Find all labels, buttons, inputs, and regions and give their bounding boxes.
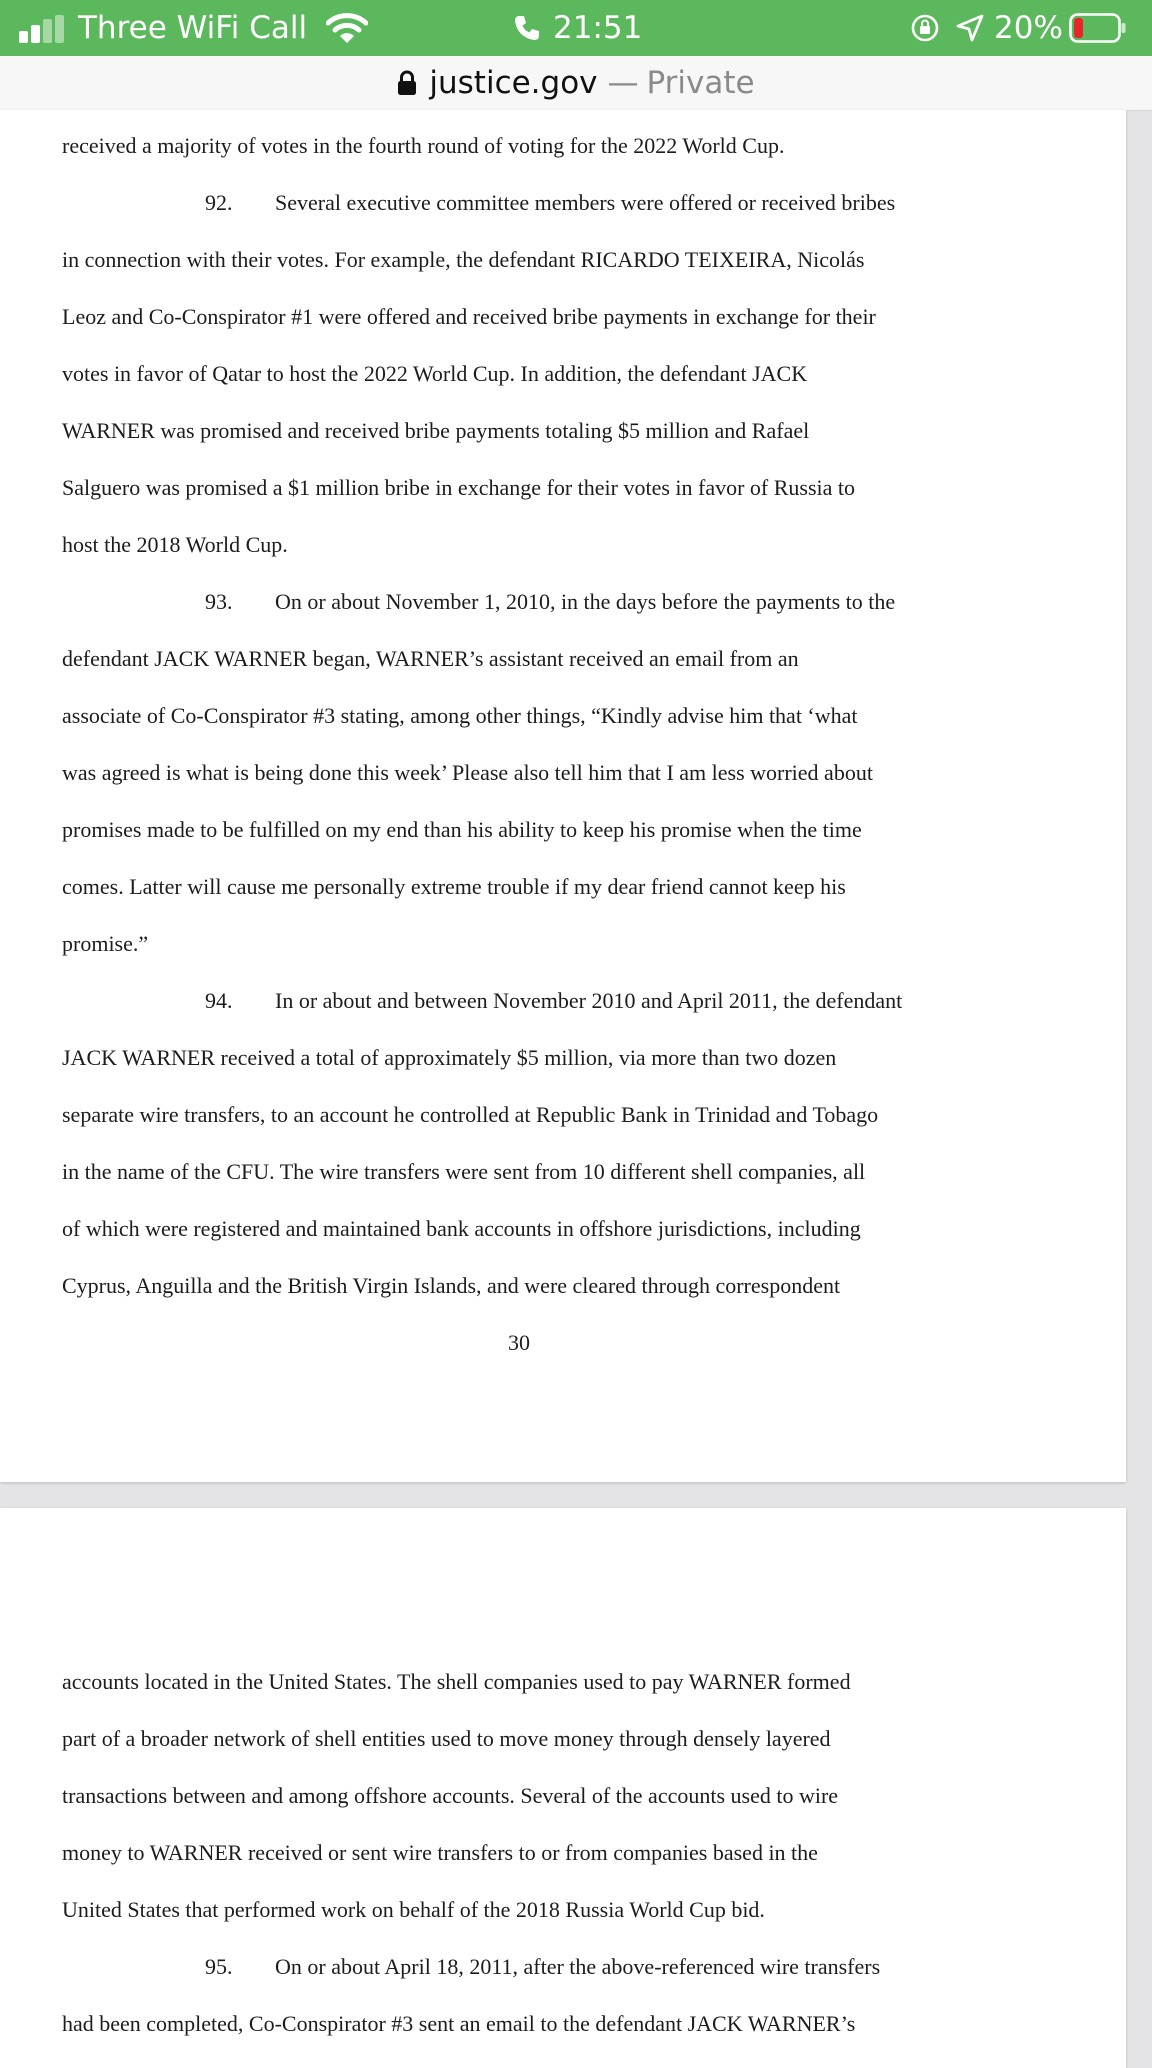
text-line: part of a broader network of shell entities used to move money through densely layered	[62, 1726, 831, 1751]
phone-icon	[513, 14, 541, 42]
location-arrow-icon	[955, 13, 985, 43]
text-line: transactions between and among offshore accounts. Several of the accounts used to wire	[62, 1783, 839, 1808]
url-separator: —	[607, 65, 639, 101]
padlock-icon	[397, 70, 417, 96]
paragraph-start	[205, 188, 895, 218]
document-page	[0, 1508, 1126, 2068]
text-line: of which were registered and maintained bank accounts in offshore jurisdictions, including	[62, 1216, 861, 1241]
text-line: votes in favor of Qatar to host the 2022 World Cup. In addition, the defendant JACK	[62, 361, 808, 386]
text-line: promises made to be fulfilled on my end than his ability to keep his promise when the time	[62, 817, 862, 842]
text-line: host the 2018 World Cup.	[62, 532, 288, 557]
text-line: In or about and between November 2010 and April 2011, the defendant	[275, 988, 903, 1013]
paragraph-number: 93.	[205, 589, 233, 614]
url-domain[interactable]: justice.gov	[429, 65, 598, 101]
text-line: money to WARNER received or sent wire transfers to or from companies based in the	[62, 1840, 818, 1865]
text-line: WARNER was promised and received bribe payments totaling $5 million and Rafael	[62, 418, 810, 443]
signal-icon	[19, 15, 67, 43]
text-line: Several executive committee members were offered or received bribes	[275, 190, 896, 215]
page-number: 30	[508, 1330, 530, 1355]
text-line: Leoz and Co-Conspirator #1 were offered and received bribe payments in exchange for their	[62, 304, 876, 329]
text-line: On or about November 1, 2010, in the days before the payments to the	[275, 589, 896, 614]
battery-level-fill	[1074, 18, 1083, 38]
status-bar	[0, 0, 1152, 56]
paragraph-number: 92.	[205, 190, 233, 215]
text-line: On or about April 18, 2011, after the above-referenced wire transfers	[275, 1954, 881, 1979]
text-line: associate of Co-Conspirator #3 stating, among other things, “Kindly advise him that ‘what	[62, 703, 858, 728]
paragraph-number: 94.	[205, 988, 233, 1013]
text-line: promise.”	[62, 931, 149, 956]
paragraph-start	[205, 1952, 880, 1982]
text-line: JACK WARNER received a total of approximately $5 million, via more than two dozen	[62, 1045, 837, 1070]
text-line: had been completed, Co-Conspirator #3 sent an email to the defendant JACK WARNER’s	[62, 2011, 856, 2036]
paragraph-start	[205, 986, 902, 1016]
paragraph-start	[205, 587, 895, 617]
text-line: was agreed is what is being done this week’ Please also tell him that I am less worried about	[62, 760, 873, 785]
text-line: separate wire transfers, to an account he controlled at Republic Bank in Trinidad and Tobago	[62, 1102, 879, 1127]
battery-percentage: 20%	[994, 10, 1063, 46]
wifi-icon	[326, 11, 368, 45]
text-line: received a majority of votes in the fourth round of voting for the 2022 World Cup.	[62, 133, 785, 158]
text-line: accounts located in the United States. The shell companies used to pay WARNER formed	[62, 1669, 851, 1694]
text-line: Salguero was promised a $1 million bribe in exchange for their votes in favor of Russia to	[62, 475, 856, 500]
url-bar[interactable]	[0, 56, 1152, 111]
battery-icon	[1069, 13, 1127, 43]
carrier-name: Three WiFi Call	[78, 10, 308, 46]
document-page	[0, 110, 1126, 1482]
paragraph-number: 95.	[205, 1954, 233, 1979]
text-line: United States that performed work on behalf of the 2018 Russia World Cup bid.	[62, 1897, 765, 1922]
text-line: in connection with their votes. For example, the defendant RICARDO TEIXEIRA, Nicolás	[62, 247, 865, 272]
private-mode-label: Private	[646, 65, 755, 101]
text-line: comes. Latter will cause me personally extreme trouble if my dear friend cannot keep his	[62, 874, 846, 899]
rotation-lock-icon	[910, 13, 940, 43]
text-line: defendant JACK WARNER began, WARNER’s assistant received an email from an	[62, 646, 799, 671]
text-line: Cyprus, Anguilla and the British Virgin Islands, and were cleared through correspondent	[62, 1273, 841, 1298]
clock: 21:51	[553, 10, 643, 46]
text-line: in the name of the CFU. The wire transfers were sent from 10 different shell companies, all	[62, 1159, 866, 1184]
